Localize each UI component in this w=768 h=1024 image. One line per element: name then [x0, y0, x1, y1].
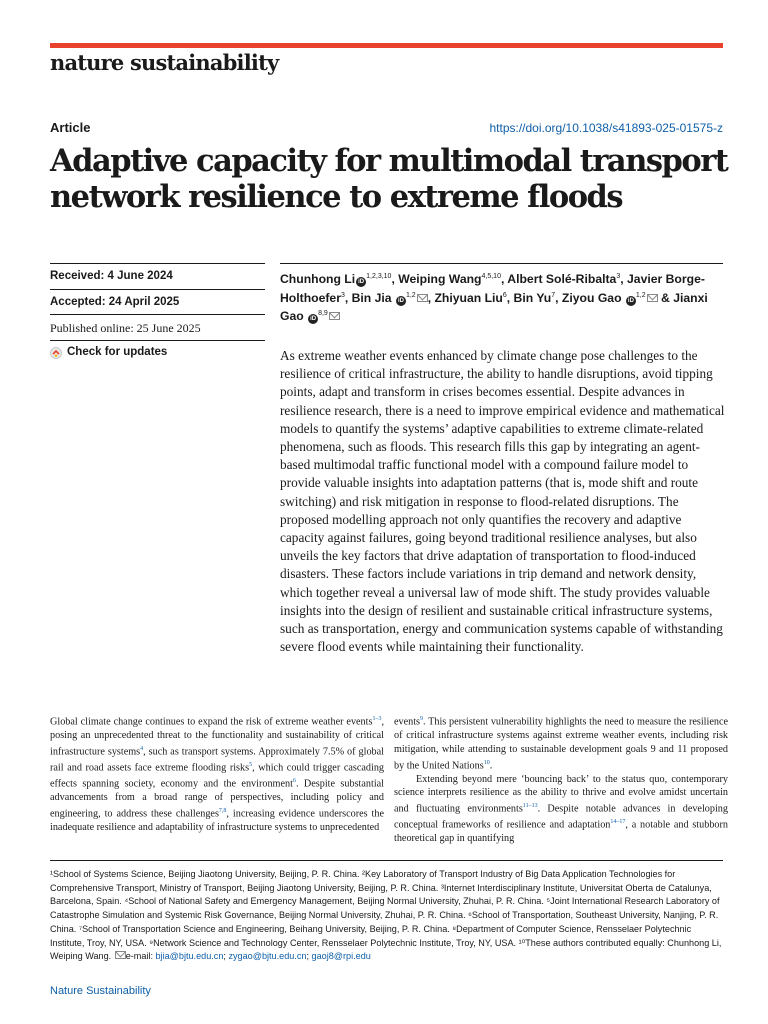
author-name[interactable]: , Weiping Wang	[391, 272, 482, 287]
body-text: , increasing evidence underscores the inadequate resilience and adaptability of infrastructure systems to unprecedented	[50, 808, 384, 833]
email-icon[interactable]	[647, 294, 658, 302]
orcid-icon[interactable]: iD	[310, 316, 317, 323]
author-name[interactable]: , Ziyou Gao	[555, 290, 622, 305]
article-title: Adaptive capacity for multimodal transport network resilience to extreme floods	[50, 143, 728, 215]
body-text: .	[489, 759, 493, 771]
citation-link[interactable]: 4	[140, 745, 144, 752]
author-name[interactable]: & Jianxi Gao	[280, 290, 708, 324]
body-paragraph	[394, 773, 728, 846]
body-text: Global climate change continues to expand the risk of extreme weather events	[50, 716, 373, 728]
affiliation-ref: 1,2,3,10	[366, 273, 392, 280]
author-name[interactable]: , Zhiyuan Liu	[427, 290, 503, 305]
check-for-updates-button[interactable]	[50, 340, 265, 366]
affiliation-ref: 7	[551, 291, 556, 299]
body-text: , which could trigger cascading effects spanning society, economy and the environment	[50, 762, 385, 790]
check-updates-label: Check for updates	[67, 345, 168, 358]
abstract: As extreme weather events enhanced by climate change pose challenges to the resilience of critical infrastructure, the ability to handle disruptions, avoid tipping points, adapt and transform in crises becomes essential. Despite advances in resilience research, there is a need to improve empirical evidence and mathematical models to quantify the systems’ adaptive capabilities to extreme climate-related phenomena, such as floods. This research fills this gap by integrating an agent-based multimodal traffic functional model with a compound failure model to provide valuable insights into adaptation patterns (that is, mode shift and route switching) and risk mitigation in response to flood-related disruptions. The proposed modelling approach not only quantifies the recovery and adaptive capacity against failures, going beyond traditional resilience analyses, but also unveils the key factors that drive adaptation of transportation to flood-induced disasters. These factors include variations in trip demand and network density, which together reveal a universal law of mode shift. The study provides valuable insights into the design of resilient and sustainable critical infrastructure systems, such as transportation, energy and communication systems capable of withstanding severe flood events while maintaining their functionality.	[280, 348, 725, 655]
article-type-label: Article	[50, 120, 91, 135]
email-icon[interactable]	[329, 312, 340, 320]
author-name[interactable]: , Bin Yu	[506, 290, 552, 305]
citation-link[interactable]: 14–17	[610, 819, 626, 826]
publication-dates	[50, 263, 265, 365]
published-date: Published online: 25 June 2025	[50, 314, 265, 340]
affiliations-footnote	[50, 860, 723, 964]
author-name[interactable]: , Javier Borge-Holthoefer	[280, 272, 705, 305]
affiliation-ref: 6	[502, 291, 507, 299]
body-text: . This persistent vulnerability highlights the need to measure the resilience of critical infrastructure systems against extreme weather events, including risk mitigation, while attending to sustainable development goals 9 and 11 proposed by the United Nations	[394, 716, 728, 771]
body-column-right	[394, 713, 728, 846]
citation-link[interactable]: 9	[420, 716, 424, 722]
journal-accent-bar	[50, 43, 723, 48]
accepted-date: Accepted: 24 April 2025	[50, 289, 265, 315]
affiliation-ref: 3	[340, 291, 345, 299]
citation-link[interactable]: 5	[249, 761, 253, 768]
body-paragraph	[394, 713, 728, 773]
email-link[interactable]: bjia@bjtu.edu.cn	[155, 951, 224, 962]
doi-link[interactable]: https://doi.org/10.1038/s41893-025-01575-z	[489, 121, 723, 135]
citation-link[interactable]: 1–3	[372, 716, 382, 722]
citation-link[interactable]: 10	[483, 759, 490, 766]
email-icon[interactable]	[417, 294, 428, 302]
journal-name[interactable]: nature sustainability	[50, 50, 279, 75]
email-label: e-mail:	[125, 951, 156, 962]
affiliation-ref: 1,2	[405, 291, 416, 299]
body-text: . Despite notable advances in developing conceptual frameworks of resilience and adaptation	[394, 803, 728, 831]
affiliations-text: ¹School of Systems Science, Beijing Jiaotong University, Beijing, P. R. China. ²Key Laboratory of Transport Industry of Big Data Application Technologies for Comprehensive Transport, Ministry of Transport, Beijing Jiaotong University, Beijing, P. R. China. ³Internet Interdisciplinary Institute, Universitat Oberta de Catalunya, Barcelona, Spain. ⁴School of National Safety and Emergency Management, Beijing Normal University, Zhuhai, P. R. China. ⁵Joint International Research Laboratory of Catastrophe Simulation and Systemic Risk Governance, Beijing Normal University, Zhuhai, P. R. China. ⁶School of Transportation, Southeast University, Nanjing, P. R. China. ⁷School of Transportation Science and Engineering, Beihang University, Beijing, P. R. China. ⁸Department of Computer Science, Rensselaer Polytechnic Institute, Troy, NY, USA. ⁹Network Science and Technology Center, Rensselaer Polytechnic Institute, Troy, NY, USA. ¹⁰These authors contributed equally: Chunhong Li, Weiping Wang.	[50, 869, 722, 962]
check-updates-icon	[50, 347, 62, 359]
body-text: . Despite substantial advancements from a broad range of perspectives, including policy and engineering, to address these challenges	[50, 778, 384, 820]
email-link[interactable]: zygao@bjtu.edu.cn	[228, 951, 307, 962]
author-list	[280, 263, 723, 325]
email-separator: ;	[223, 951, 229, 962]
affiliation-ref: 1,2	[635, 291, 646, 299]
body-text: , posing an unprecedented threat to the functionality and sustainability of critical infrastructure systems	[50, 716, 384, 758]
body-text: Extending beyond mere ‘bouncing back’ to the status quo, contemporary science interprets resilience as the ability to thrive and evolve amidst uncertain and fluctuating environments	[394, 773, 728, 815]
affiliation-ref: 8,9	[318, 310, 328, 318]
citation-link[interactable]: 11–13	[522, 803, 538, 809]
body-text: , such as transport systems. Approximately 7.5% of global rail and road assets face extreme flooding risks	[50, 746, 384, 774]
orcid-icon[interactable]: iD	[397, 297, 404, 304]
affiliation-ref: 4,5,10	[481, 273, 501, 280]
body-text: , a notable and stubborn theoretical gap in quantifying	[394, 819, 728, 845]
author-name[interactable]: Chunhong Li	[280, 272, 356, 287]
body-column-left	[50, 713, 384, 835]
received-date: Received: 4 June 2024	[50, 263, 265, 289]
email-separator: ;	[306, 951, 312, 962]
affiliation-ref: 3	[616, 273, 621, 280]
author-name[interactable]: , Albert Solé-Ribalta	[500, 272, 617, 287]
orcid-icon[interactable]: iD	[358, 279, 365, 286]
email-icon	[115, 951, 126, 959]
citation-link[interactable]: 6	[292, 777, 296, 784]
orcid-icon[interactable]: iD	[627, 297, 634, 304]
footer-journal-link[interactable]: Nature Sustainability	[50, 985, 151, 997]
author-name[interactable]: , Bin Jia	[344, 290, 392, 305]
email-link[interactable]: gaoj8@rpi.edu	[311, 951, 371, 962]
body-text: events	[394, 716, 421, 728]
body-paragraph	[50, 713, 384, 835]
citation-link[interactable]: 7,8	[218, 807, 227, 814]
